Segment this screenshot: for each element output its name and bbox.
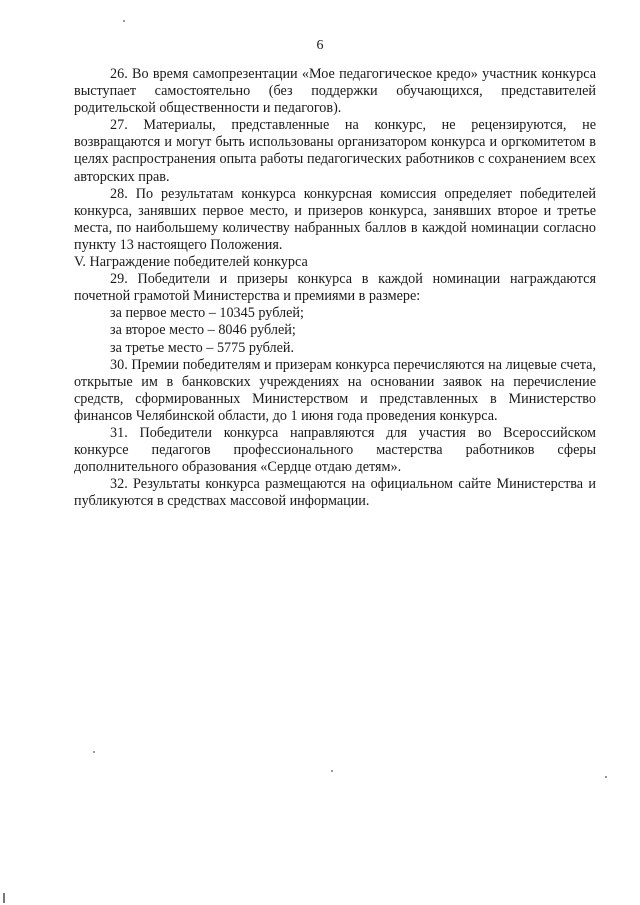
page-number: 6 [316,38,324,53]
section-title: V. Награждение победителей конкурса [74,254,308,271]
paragraph-27: 27. Материалы, представленные на конкурс, не рецензируются, не возвращаются и могут быть использованы организатором конкурса и оргкомитетом в целях распространения опыта работы педагогических работников с сохранением всех авторских прав. [74,117,596,185]
scan-speck [331,770,333,772]
prize-second-place: за второе место – 8046 рублей; [110,322,296,339]
paragraph-28: 28. По результатам конкурса конкурсная комиссия определяет победителей конкурса, занявших первое место, и призеров конкурса, занявших второе и третье места, по наибольшему количеству набранных баллов в каждой номинации согласно пункту 13 настоящего Положения. [74,185,596,253]
paragraph-32: 32. Результаты конкурса размещаются на официальном сайте Министерства и публикуются в средствах массовой информации. [74,476,596,510]
paragraph-31: 31. Победители конкурса направляются для участия во Всероссийском конкурсе педагогов профессионального мастерства работников сферы дополнительного образования «Сердце отдаю детям». [74,424,596,476]
document-body [74,66,596,510]
paragraph-30: 30. Премии победителям и призерам конкурса перечисляются на лицевые счета, открытые им в банковских учреждениях на основании заявок на перечисление средств, сформированных Министерством и представленных в Министерство финансов Челябинской области, до 1 июня года проведения конкурса. [74,356,596,424]
prize-first-place: за первое место – 10345 рублей; [110,305,304,322]
scan-speck [3,893,5,903]
scan-speck [123,20,125,22]
paragraph-26: 26. Во время самопрезентации «Мое педагогическое кредо» участник конкурса выступает самостоятельно (без поддержки обучающихся, представителей родительской общественности и педагогов). [74,66,596,117]
scan-speck [605,776,607,778]
prize-third-place: за третье место – 5775 рублей. [110,339,295,356]
scan-speck [93,751,95,753]
paragraph-29: 29. Победители и призеры конкурса в каждой номинации награждаются почетной грамотой Министерства и премиями в размере: [74,271,596,305]
